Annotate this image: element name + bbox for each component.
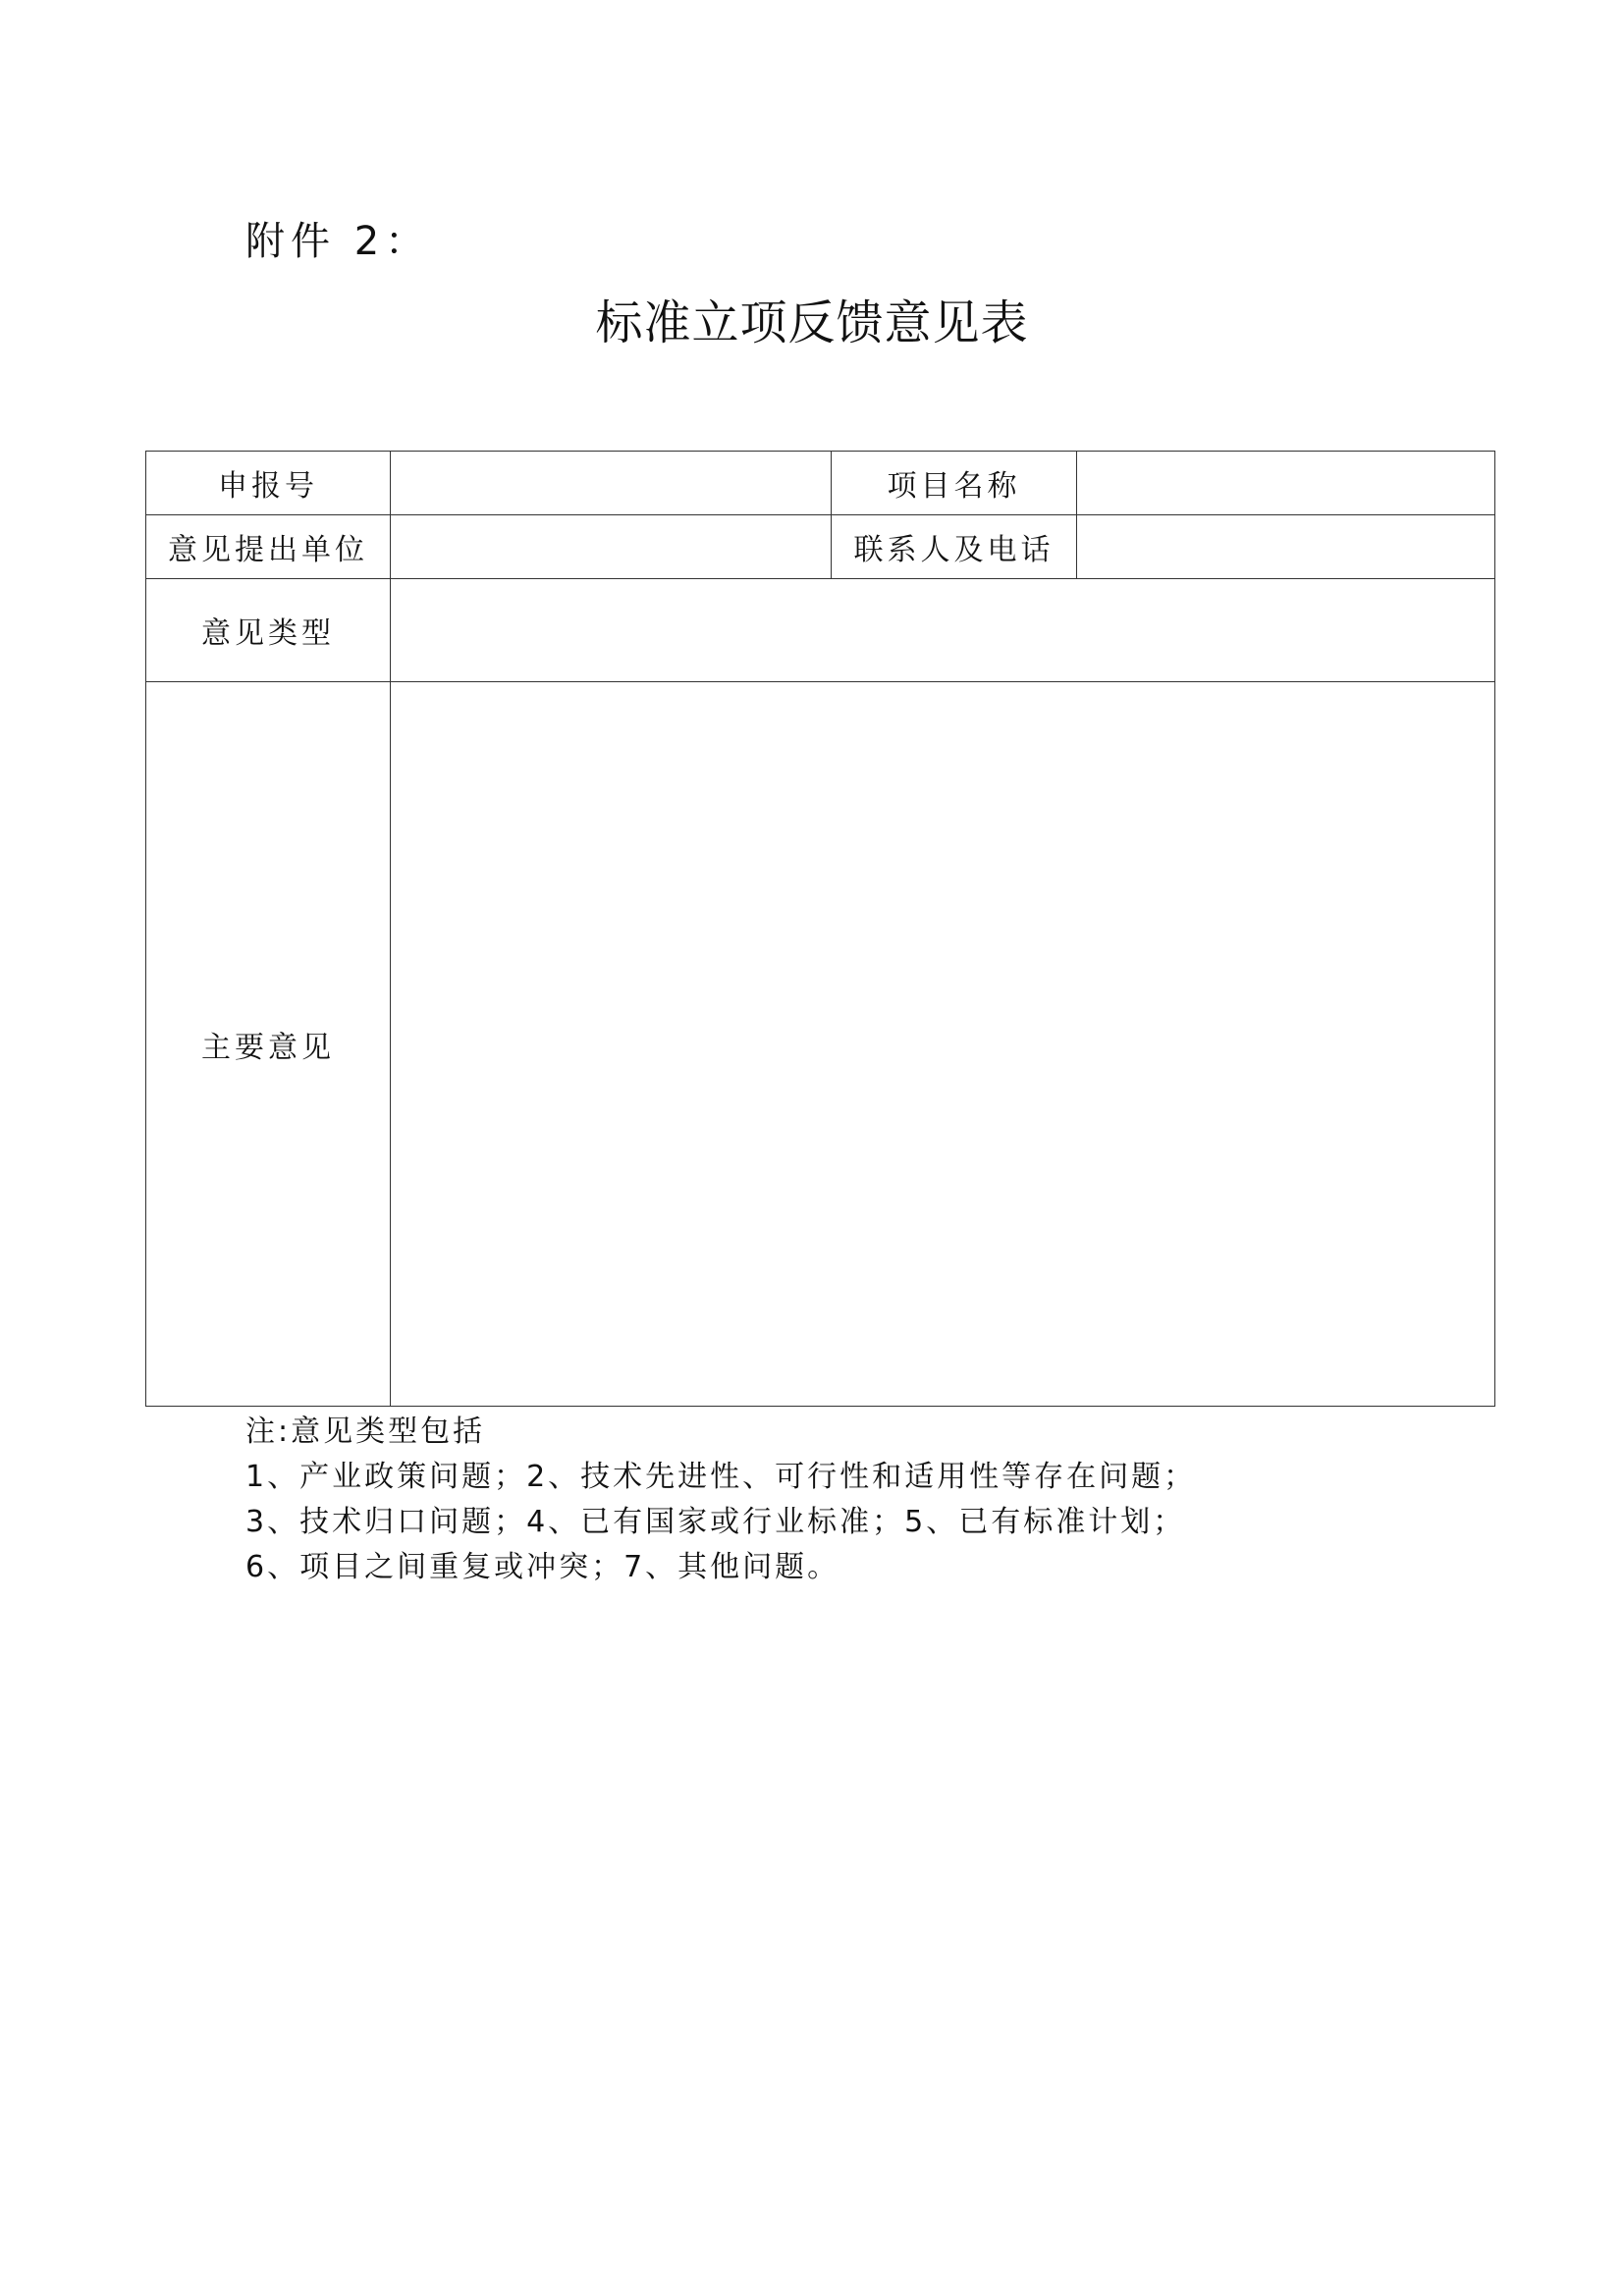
form-title: 标准立项反馈意见表: [595, 295, 1029, 350]
form-row-main-opinion: [146, 682, 1495, 1407]
opinion-type-label: 意见类型: [146, 579, 391, 682]
form-row-application: [146, 452, 1495, 515]
main-opinion-label: 主要意见: [146, 682, 391, 1407]
application-no-field[interactable]: [391, 452, 832, 515]
feedback-form-table: [145, 451, 1495, 1407]
submitting-unit-label: 意见提出单位: [146, 515, 391, 579]
project-name-label: 项目名称: [832, 452, 1077, 515]
main-opinion-field[interactable]: [391, 682, 1495, 1407]
project-name-field[interactable]: [1077, 452, 1495, 515]
notes-section: [245, 1410, 1196, 1590]
note-line: 6、项目之间重复或冲突；7、其他问题。: [245, 1550, 840, 1584]
form-row-unit: [146, 515, 1495, 579]
contact-label: 联系人及电话: [832, 515, 1077, 579]
form-row-opinion-type: [146, 579, 1495, 682]
contact-field[interactable]: [1077, 515, 1495, 579]
submitting-unit-field[interactable]: [391, 515, 832, 579]
note-line: 注:意见类型包括: [245, 1415, 486, 1449]
application-no-label: 申报号: [146, 452, 391, 515]
note-line: 3、技术归口问题；4、已有国家或行业标准；5、已有标准计划；: [245, 1505, 1186, 1539]
attachment-label: 附件 2：: [245, 219, 431, 264]
note-line: 1、产业政策问题；2、技术先进性、可行性和适用性等存在问题；: [245, 1460, 1197, 1494]
opinion-type-field[interactable]: [391, 579, 1495, 682]
